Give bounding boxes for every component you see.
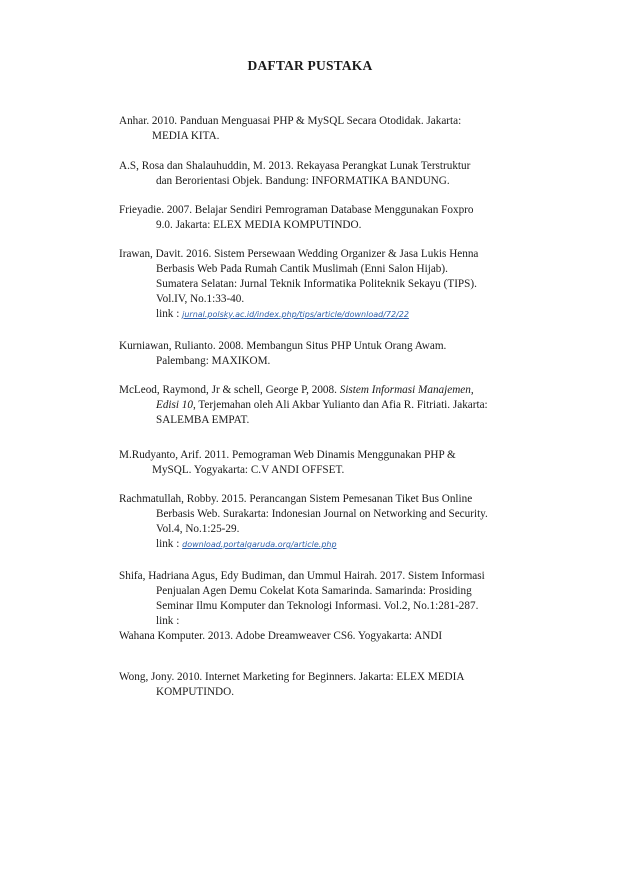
- reference-continuation: 9.0. Jakarta: ELEX MEDIA KOMPUTINDO.: [156, 219, 362, 231]
- reference-continuation: Penjualan Agen Demu Cokelat Kota Samarinda. Samarinda: Prosiding: [156, 585, 472, 597]
- reference-continuation: Sumatera Selatan: Jurnal Teknik Informatika Politeknik Sekayu (TIPS).: [156, 278, 477, 290]
- reference-text: A.S, Rosa dan Shalauhuddin, M. 2013. Rekayasa Perangkat Lunak Terstruktur: [119, 160, 471, 172]
- reference-title-italic: Sistem Informasi Manajemen,: [339, 384, 474, 396]
- page-title: DAFTAR PUSTAKA: [247, 58, 373, 73]
- reference-entry: [119, 247, 532, 322]
- reference-entry: [119, 339, 532, 369]
- reference-continuation: Palembang: MAXIKOM.: [156, 355, 271, 367]
- link-label: link :: [156, 615, 180, 627]
- reference-text: Frieyadie. 2007. Belajar Sendiri Pemrograman Database Menggunakan Foxpro: [119, 204, 474, 216]
- reference-text: McLeod, Raymond, Jr & schell, George P, 2008.: [119, 384, 340, 396]
- reference-continuation: Vol.IV, No.1:33-40.: [156, 293, 245, 305]
- reference-continuation: MySQL. Yogyakarta: C.V ANDI OFFSET.: [152, 464, 345, 476]
- reference-link[interactable]: jurnal.polsky.ac.id/index.php/tips/article/download/72/22: [182, 310, 409, 319]
- reference-entry: [119, 670, 532, 700]
- reference-continuation: Vol.4, No.1:25-29.: [156, 523, 240, 535]
- reference-text: Irawan, Davit. 2016. Sistem Persewaan Wedding Organizer & Jasa Lukis Henna: [119, 248, 479, 260]
- reference-entry: [119, 203, 532, 233]
- reference-entry: [119, 159, 532, 189]
- link-label: link :: [156, 308, 183, 320]
- reference-text: Anhar. 2010. Panduan Menguasai PHP & MySQL Secara Otodidak. Jakarta:: [119, 115, 462, 127]
- reference-entry: [119, 383, 532, 428]
- reference-link[interactable]: download.portalgaruda.org/article.php: [182, 540, 337, 549]
- reference-continuation: dan Berorientasi Objek. Bandung: INFORMATIKA BANDUNG.: [156, 175, 450, 187]
- reference-continuation: KOMPUTINDO.: [156, 686, 235, 698]
- reference-entry: [119, 114, 532, 144]
- reference-text: Rachmatullah, Robby. 2015. Perancangan Sistem Pemesanan Tiket Bus Online: [119, 493, 473, 505]
- reference-continuation: Seminar Ilmu Komputer dan Teknologi Informasi. Vol.2, No.1:281-287.: [156, 600, 479, 612]
- reference-text: Wong, Jony. 2010. Internet Marketing for Beginners. Jakarta: ELEX MEDIA: [119, 671, 465, 683]
- reference-text: Shifa, Hadriana Agus, Edy Budiman, dan Ummul Hairah. 2017. Sistem Informasi: [119, 570, 485, 582]
- reference-continuation: Berbasis Web. Surakarta: Indonesian Journal on Networking and Security.: [156, 508, 488, 520]
- reference-text: Kurniawan, Rulianto. 2008. Membangun Situs PHP Untuk Orang Awam.: [119, 340, 447, 352]
- reference-entry: [119, 448, 532, 478]
- reference-entry: [119, 629, 532, 644]
- reference-continuation: SALEMBA EMPAT.: [156, 414, 250, 426]
- reference-text: M.Rudyanto, Arif. 2011. Pemograman Web Dinamis Menggunakan PHP &: [119, 449, 456, 461]
- reference-entry: [119, 569, 532, 629]
- reference-text: Wahana Komputer. 2013. Adobe Dreamweaver CS6. Yogyakarta: ANDI: [119, 630, 443, 642]
- reference-continuation: Berbasis Web Pada Rumah Cantik Muslimah (Enni Salon Hijab).: [156, 263, 448, 275]
- reference-continuation: , Terjemahan oleh Ali Akbar Yulianto dan Afia R. Fitriati. Jakarta:: [192, 399, 488, 411]
- reference-edition-italic: Edisi 10: [156, 399, 193, 411]
- reference-continuation: MEDIA KITA.: [152, 130, 220, 142]
- reference-entry: [119, 492, 532, 552]
- link-label: link :: [156, 538, 183, 550]
